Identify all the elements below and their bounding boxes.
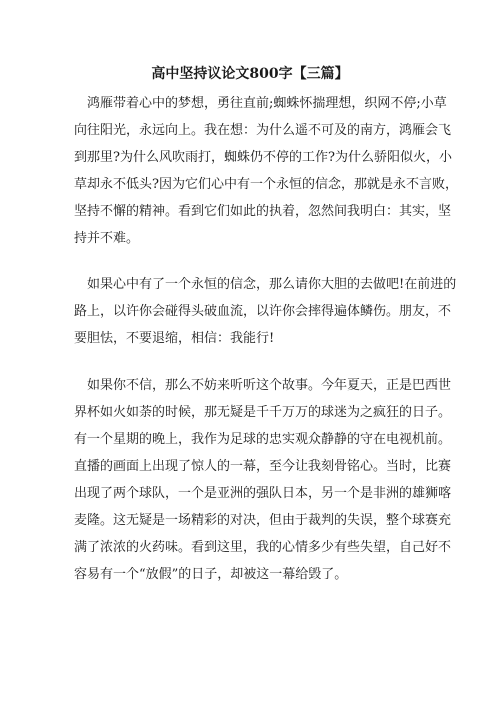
paragraph-line: 要胆怯，不要退缩，相信：我能行! [74, 331, 275, 346]
paragraph-2 [74, 271, 457, 352]
paragraph-line: 界杯如火如荼的时候，那无疑是千千万万的球迷为之疯狂的日子。 [74, 405, 452, 420]
paragraph-line: 有一个星期的晚上，我作为足球的忠实观众静静的守在电视机前。 [74, 432, 452, 447]
paragraph-line: 鸿雁带着心中的梦想，勇往直前;蜘蛛怀揣理想，织网不停;小草 [87, 96, 447, 111]
paragraph-line: 出现了两个球队，一个是亚洲的强队日本，另一个是非洲的雄狮喀 [74, 486, 452, 501]
paragraph-line: 满了浓浓的火药味。看到这里，我的心情多少有些失望，自己好不 [74, 540, 452, 555]
paragraph-line: 路上，以许你会碰得头破血流，以许你会摔得遍体鳞伤。朋友，不 [74, 304, 452, 319]
paragraph-line: 如果你不信，那么不妨来听听这个故事。今年夏天，正是巴西世 [87, 378, 452, 393]
paragraph-1 [74, 90, 458, 252]
paragraph-line: 直播的画面上出现了惊人的一幕，至今让我刻骨铭心。当时，比赛 [74, 459, 452, 474]
paragraph-line: 草却永不低头?因为它们心中有一个永恒的信念，那就是永不言败， [74, 177, 458, 192]
document-title: 高中坚持议论文800字【三篇】 [151, 66, 349, 82]
paragraph-line: 坚持不懈的精神。看到它们如此的执着，忽然间我明白：其实，坚 [74, 204, 452, 219]
paragraph-line: 容易有一个“放假”的日子，却被这一幕给毁了。 [74, 567, 348, 582]
paragraph-line: 如果心中有了一个永恒的信念，那么请你大胆的去做吧!在前进的 [87, 277, 457, 292]
paragraph-line: 到那里?为什么风吹雨打，蜘蛛仍不停的工作?为什么骄阳似火，小 [74, 150, 452, 165]
paragraph-3 [74, 372, 452, 588]
paragraph-line: 向往阳光，永远向上。我在想：为什么遥不可及的南方，鸿雁会飞 [74, 123, 452, 138]
paragraph-line: 持并不难。 [74, 231, 140, 246]
paragraph-line: 麦隆。这无疑是一场精彩的对决，但由于裁判的失误，整个球赛充 [74, 513, 452, 528]
